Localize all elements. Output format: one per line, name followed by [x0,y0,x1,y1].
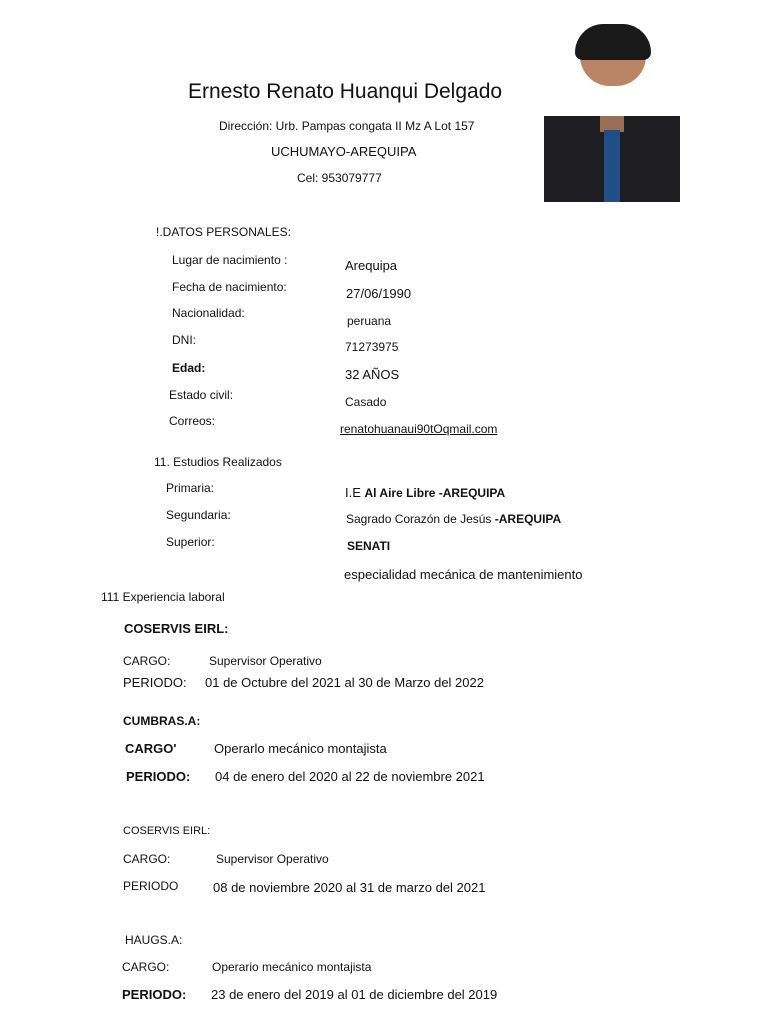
job-company: COSERVIS EIRL: [124,621,229,636]
birthdate-value: 27/06/1990 [346,286,412,301]
person-name: Ernesto Renato Huanqui Delgado [188,80,503,103]
primary-prefix: I.E [345,485,365,500]
primary-city: -AREQUIPA [438,486,506,500]
civil-status-value: Casado [345,395,387,409]
job-cargo: Supervisor Operativo [209,654,322,668]
specialty-text: especialidad mecánica de mantenimiento [344,567,583,582]
job-cargo-label: CARGO: [122,960,170,974]
section-title-studies: 11. Estudios Realizados [154,455,282,469]
primary-school: Al Aire Libre [364,486,439,500]
superior-value: SENATI [347,539,391,553]
age-label: Edad: [172,361,206,375]
secondary-school: Sagrado Corazón de Jesús [346,512,495,526]
dni-value: 71273975 [345,340,399,354]
superior-label: Superior: [166,535,215,549]
job-periodo-label: PERIODO: [126,769,191,784]
address-line: Dirección: Urb. Pampas congata II Mz A Lot 157 [219,119,475,133]
civil-status-label: Estado civil: [169,388,234,402]
job-cargo-label: CARGO: [123,654,171,668]
nationality-value: peruana [347,314,392,328]
city-line: UCHUMAYO-AREQUIPA [271,144,417,159]
email-label: Correos: [169,414,216,428]
phone-line: Cel: 953079777 [297,171,382,185]
job-company: COSERVIS EIRL: [123,825,211,837]
primary-label: Primaria: [166,481,215,495]
job-periodo-label: PERIODO [123,879,179,893]
job-periodo: 08 de noviembre 2020 al 31 de marzo del 2021 [213,880,486,895]
job-cargo: Supervisor Operativo [216,852,329,866]
job-company: HAUGS.A: [125,933,183,947]
email-link[interactable]: renatohuanaui90tOqmail.com [340,422,498,436]
secondary-city: -AREQUIPA [494,512,562,526]
secondary-label: Segundaria: [166,508,231,522]
age-value: 32 AÑOS [345,367,400,382]
primary-value [345,485,505,500]
job-periodo-label: PERIODO: [122,987,187,1002]
birthplace-label: Lugar de nacimiento : [172,253,288,267]
job-periodo: 01 de Octubre del 2021 al 30 de Marzo del 2022 [205,675,484,690]
section-title-personal: !.DATOS PERSONALES: [156,225,291,239]
job-cargo-label: CARGO: [123,852,171,866]
section-title-experience: 111 Experiencia laboral [101,590,225,604]
job-cargo: Operario mecánico montajista [212,960,372,974]
job-periodo-label: PERIODO: [123,675,187,690]
profile-photo [544,24,680,202]
job-cargo: Operarlo mecánico montajista [214,741,387,756]
job-cargo-label: CARGO' [125,741,177,756]
secondary-value [346,512,561,526]
birthdate-label: Fecha de nacimiento: [172,280,287,294]
birthplace-value: Arequipa [345,258,398,273]
job-company: CUMBRAS.A: [123,714,201,728]
job-periodo: 23 de enero del 2019 al 01 de diciembre del 2019 [211,987,498,1002]
job-periodo: 04 de enero del 2020 al 22 de noviembre 2021 [215,769,485,784]
nationality-label: Nacionalidad: [172,306,245,320]
dni-label: DNI: [172,333,196,347]
